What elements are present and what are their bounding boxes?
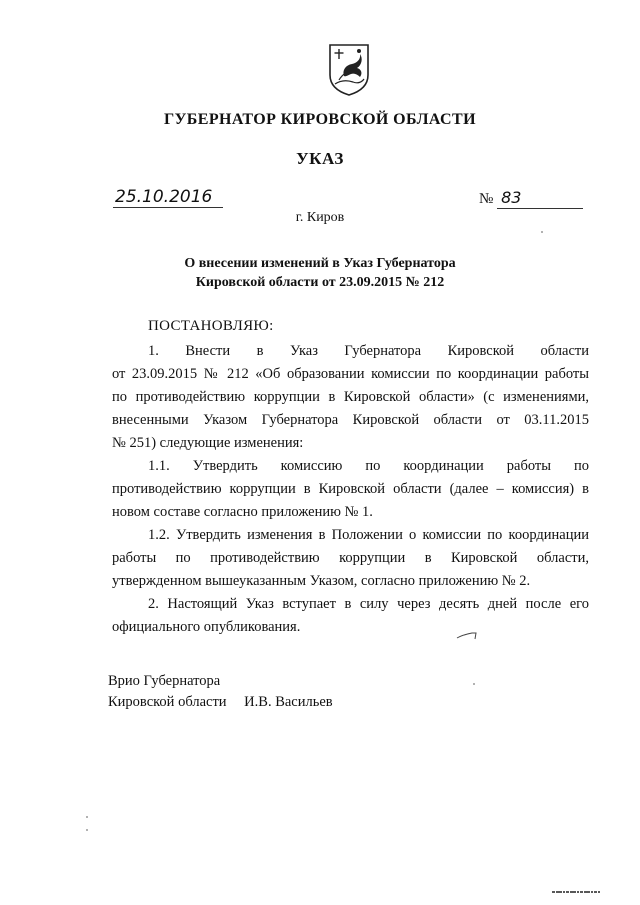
signer-name: И.В. Васильев (244, 694, 333, 710)
paragraph-2 (112, 593, 589, 639)
text-line: утвержденном вышеуказанным Указом, согласно приложению № 2. (112, 573, 531, 589)
text-line: новом составе согласно приложению № 1. (112, 504, 373, 520)
document-heading (0, 254, 640, 292)
signer-position-region: Кировской области (108, 694, 227, 710)
text-line: работы по противодействию коррупции в Кировской области, (112, 550, 589, 566)
text-line: противодействию коррупции в Кировской области (далее – комиссия) в (112, 481, 589, 497)
scan-speck (86, 829, 88, 831)
signature-block (108, 671, 333, 713)
text-line: внесенными Указом Губернатора Кировской области от 03.11.2015 (112, 412, 589, 428)
pen-mark (456, 628, 478, 642)
text-line: 1. Внести в Указ Губернатора Кировской области (148, 343, 589, 359)
text-line: 2. Настоящий Указ вступает в силу через десять дней после его (148, 596, 589, 612)
text-line: 1.2. Утвердить изменения в Положении о комиссии по координации (148, 527, 589, 543)
text-line: официального опубликования. (112, 619, 301, 635)
org-title: ГУБЕРНАТОР КИРОВСКОЙ ОБЛАСТИ (164, 111, 476, 128)
text-line: по противодействию коррупции в Кировской области» (с изменениями, (112, 389, 589, 405)
paragraph-1-2 (112, 524, 589, 593)
paragraph-1-1 (112, 455, 589, 524)
scan-edge-mark (552, 886, 600, 896)
city: г. Киров (295, 210, 345, 225)
text-line: № 251) следующие изменения: (112, 435, 304, 451)
document-number: 83 (497, 188, 583, 209)
coat-of-arms-icon (327, 42, 371, 96)
heading-line: Кировской области от 23.09.2015 № 212 (195, 275, 445, 290)
heading-line: О внесении изменений в Указ Губернатора (184, 256, 456, 271)
signer-row (108, 692, 333, 713)
paragraph-1 (112, 340, 589, 455)
document-body (112, 340, 589, 639)
number-sign: № (479, 191, 494, 207)
document-number-block (479, 188, 583, 209)
scan-speck (541, 231, 543, 233)
text-line: 1.1. Утвердить комиссию по координации работы по (148, 458, 589, 474)
signer-position: Врио Губернатора (108, 673, 221, 689)
decree-word: ПОСТАНОВЛЯЮ: (148, 318, 274, 334)
document-type: УКАЗ (296, 149, 344, 168)
scan-speck (86, 816, 88, 818)
scan-speck (473, 683, 475, 685)
text-line: от 23.09.2015 № 212 «Об образовании комиссии по координации работы (112, 366, 589, 382)
document-date: 25.10.2016 (113, 187, 223, 208)
